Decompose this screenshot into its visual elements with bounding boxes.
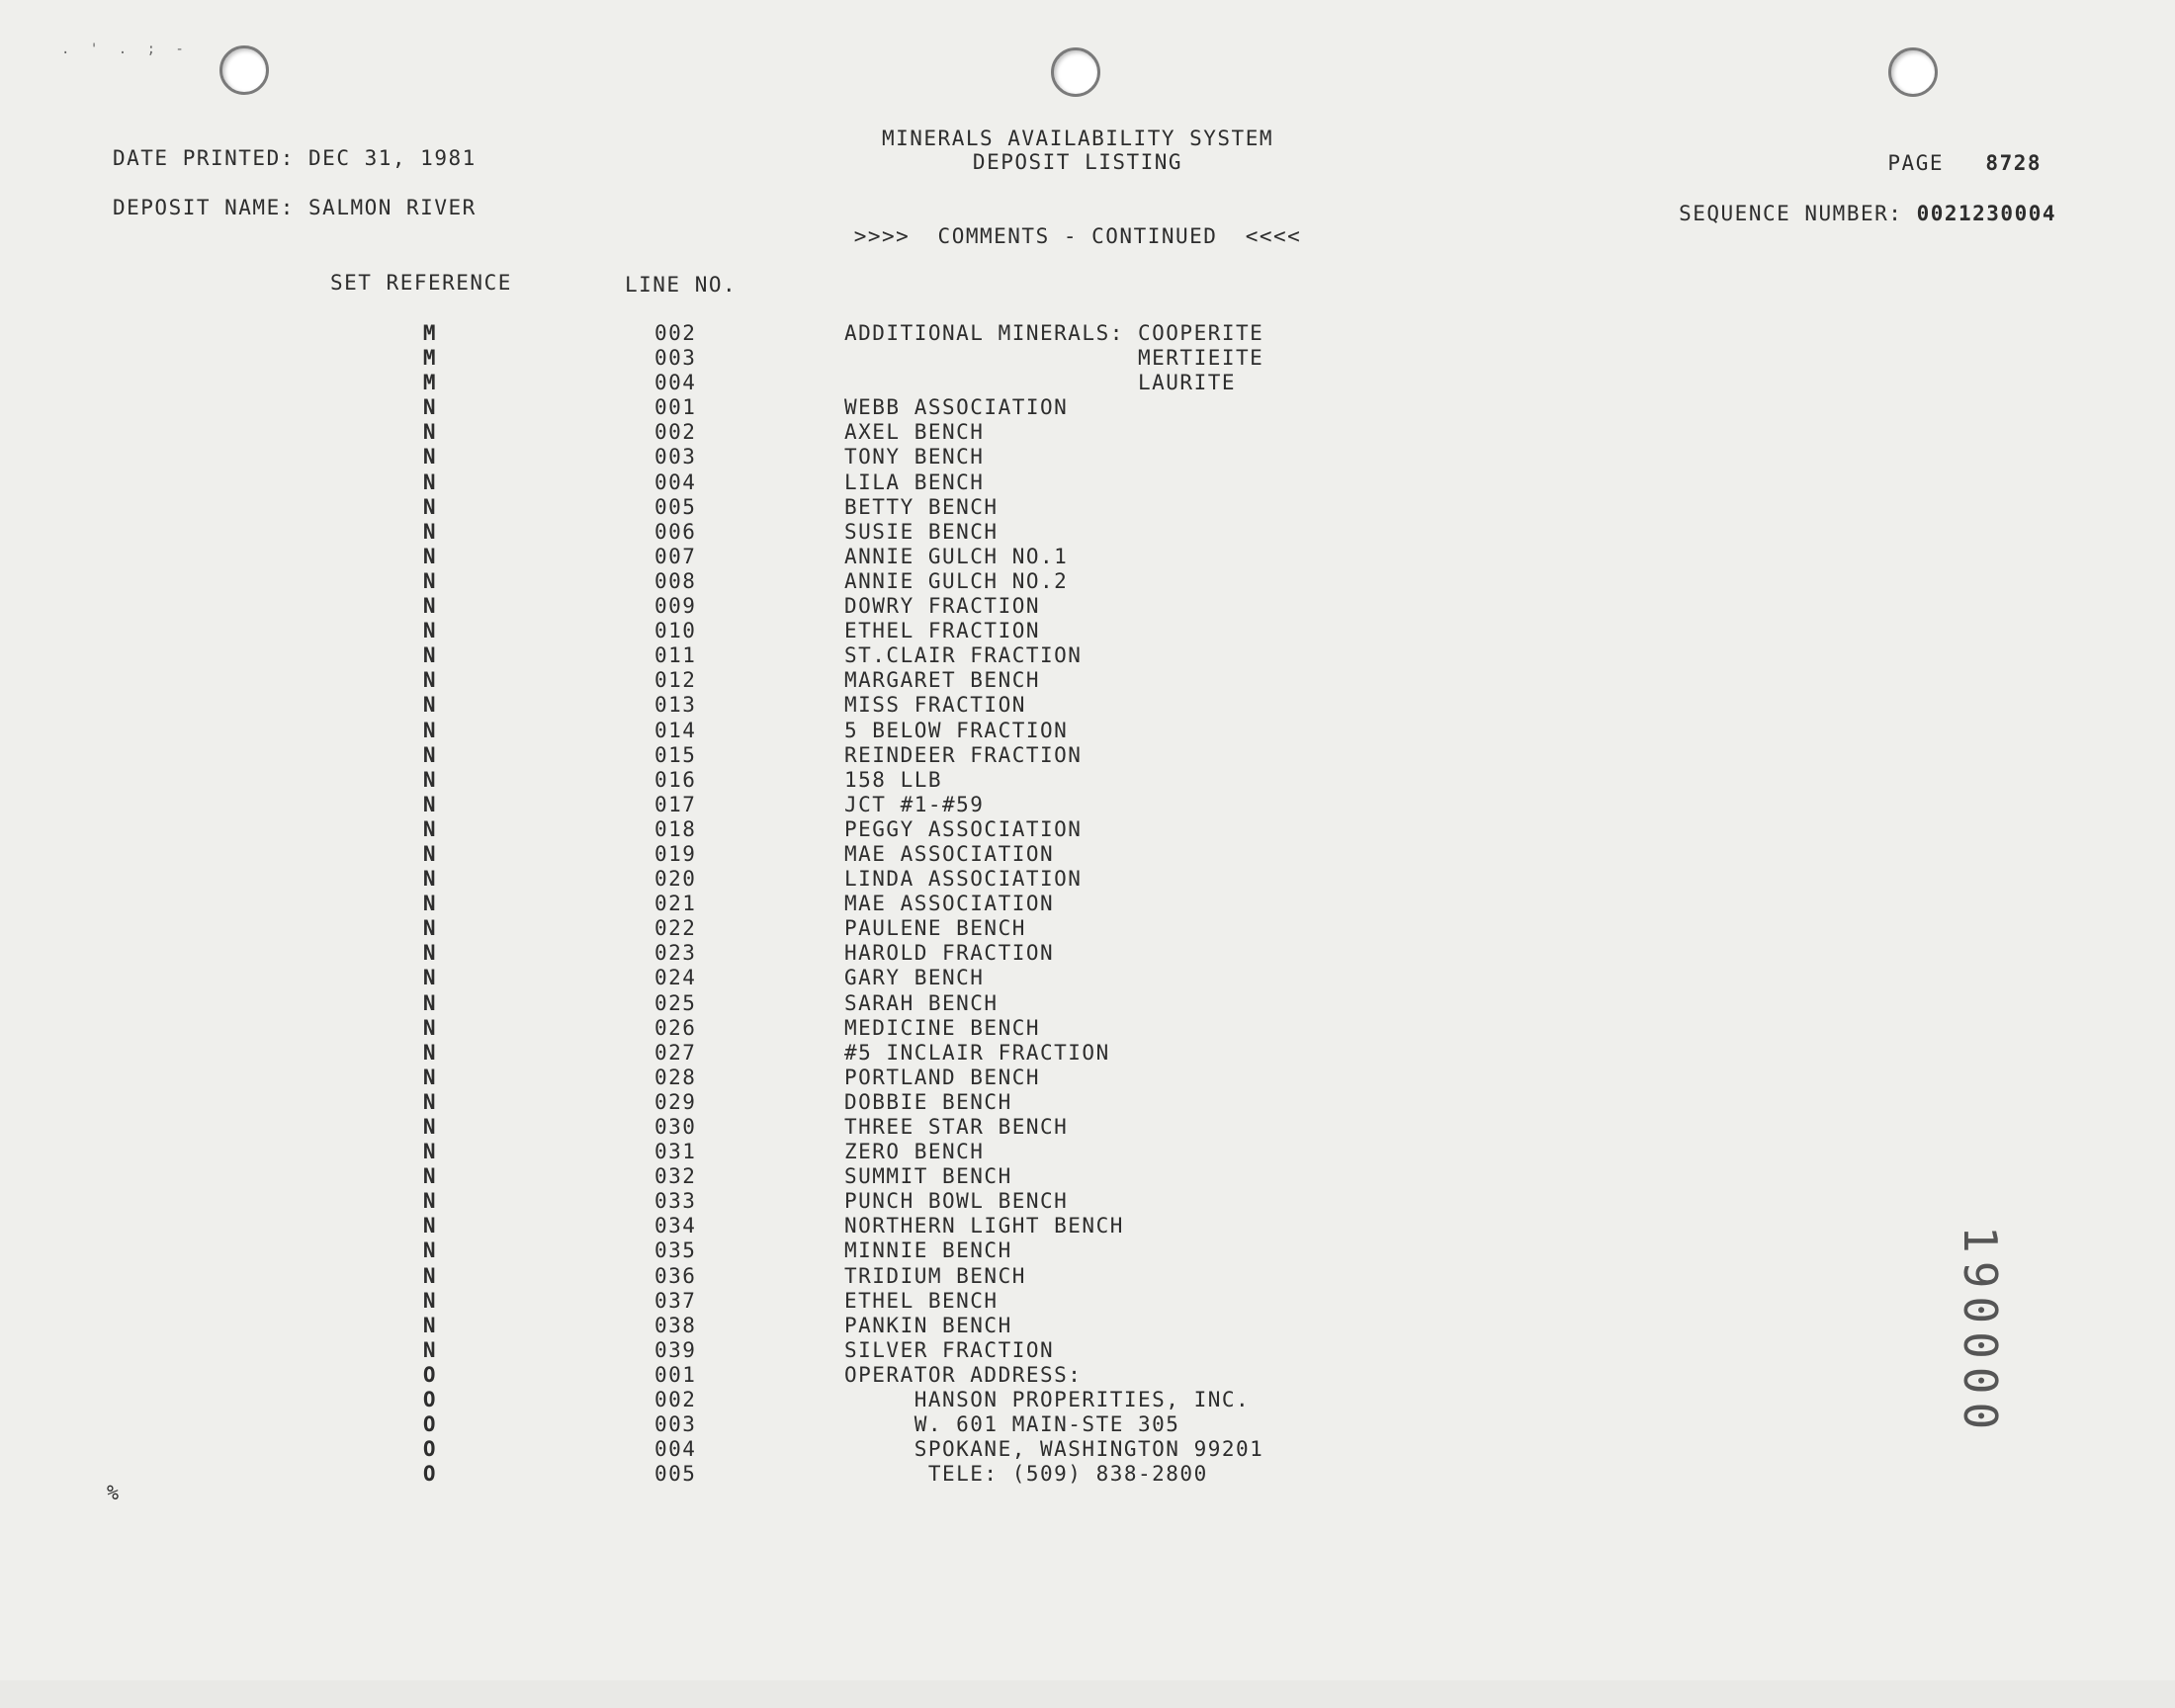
line-no-cell: 025 [654, 990, 697, 1015]
page-label: PAGE [1887, 151, 1944, 175]
line-no-cell: 019 [654, 841, 697, 866]
table-row [0, 991, 2175, 1016]
set-reference-cell: M [422, 321, 438, 345]
line-no-cell: 011 [654, 643, 697, 668]
table-row [0, 619, 2175, 643]
table-row [0, 1388, 2175, 1412]
line-no-cell: 034 [654, 1214, 697, 1238]
comment-text-cell: MISS FRACTION [844, 693, 1026, 718]
comment-text-cell: ETHEL BENCH [844, 1288, 999, 1313]
line-no-cell: 002 [654, 420, 697, 445]
table-row [0, 916, 2175, 941]
table-row [0, 1363, 2175, 1388]
comment-text-cell: MARGARET BENCH [844, 668, 1041, 693]
margin-stamp: 190000 [1954, 1226, 2007, 1438]
table-row [0, 420, 2175, 445]
set-reference-cell: N [422, 594, 438, 619]
table-row [0, 693, 2175, 718]
set-reference-cell: N [422, 1238, 438, 1263]
comment-text-cell: ANNIE GULCH NO.2 [844, 568, 1069, 593]
set-reference-cell: N [422, 1189, 438, 1214]
line-no-cell: 039 [654, 1337, 697, 1362]
comment-text-cell: PAULENE BENCH [844, 916, 1026, 941]
table-row [0, 445, 2175, 470]
line-no-cell: 026 [654, 1015, 697, 1040]
set-reference-cell: N [422, 816, 438, 841]
comment-text-cell: LINDA ASSOCIATION [844, 867, 1083, 892]
set-reference-cell: N [422, 1089, 438, 1114]
comment-text-cell: GARY BENCH [844, 966, 985, 990]
line-no-cell: 002 [654, 1388, 697, 1412]
set-reference-cell: O [422, 1362, 438, 1387]
comment-text-cell: BETTY BENCH [844, 494, 999, 519]
line-no-cell: 003 [654, 1412, 697, 1437]
table-row [0, 321, 2175, 346]
table-row [0, 719, 2175, 743]
table-row [0, 966, 2175, 990]
table-row [0, 1041, 2175, 1066]
line-no-cell: 012 [654, 668, 697, 693]
table-row [0, 470, 2175, 495]
table-row [0, 643, 2175, 668]
line-no-cell: 024 [654, 966, 697, 990]
line-no-cell: 021 [654, 892, 697, 916]
table-row [0, 1214, 2175, 1238]
line-no-cell: 031 [654, 1140, 697, 1164]
table-row [0, 1238, 2175, 1263]
comment-text-cell: TRIDIUM BENCH [844, 1263, 1026, 1288]
table-row [0, 1437, 2175, 1462]
set-reference-cell: N [422, 990, 438, 1015]
set-reference-cell: N [422, 892, 438, 916]
comment-text-cell: OPERATOR ADDRESS: [844, 1362, 1083, 1387]
set-reference-cell: N [422, 693, 438, 718]
line-no-cell: 028 [654, 1065, 697, 1089]
sequence-value: 0021230004 [1916, 202, 2056, 225]
table-row [0, 1115, 2175, 1140]
line-no-cell: 013 [654, 693, 697, 718]
line-no-cell: 017 [654, 792, 697, 816]
comment-text-cell: AXEL BENCH [844, 420, 985, 445]
set-reference-cell: N [422, 1015, 438, 1040]
table-row [0, 842, 2175, 867]
comment-text-cell: TONY BENCH [844, 445, 985, 470]
date-printed [113, 146, 477, 170]
set-reference-cell: N [422, 1140, 438, 1164]
line-no-cell: 007 [654, 544, 697, 568]
punch-hole-right [1888, 47, 1938, 97]
set-reference-cell: N [422, 966, 438, 990]
page-value: 8728 [1985, 151, 2042, 175]
table-row [0, 668, 2175, 693]
line-no-cell: 027 [654, 1040, 697, 1065]
scan-specks: . ' . ; - [61, 42, 190, 57]
table-row [0, 1090, 2175, 1115]
comment-text-cell: 5 BELOW FRACTION [844, 718, 1069, 742]
table-row [0, 1264, 2175, 1289]
comment-text-cell: DOBBIE BENCH [844, 1089, 1012, 1114]
line-no-cell: 001 [654, 395, 697, 420]
table-row [0, 520, 2175, 545]
line-no-cell: 006 [654, 519, 697, 544]
set-reference-cell: N [422, 668, 438, 693]
line-no-cell: 004 [654, 371, 697, 395]
table-row [0, 1164, 2175, 1189]
comment-text-cell: MAE ASSOCIATION [844, 892, 1055, 916]
comments-listing [0, 321, 2175, 1487]
set-reference-cell: N [422, 1214, 438, 1238]
comment-text-cell: REINDEER FRACTION [844, 742, 1083, 767]
set-reference-cell: O [422, 1437, 438, 1462]
comment-text-cell: LILA BENCH [844, 470, 985, 494]
comment-text-cell: THREE STAR BENCH [844, 1115, 1069, 1139]
deposit-name-value: SALMON RIVER [308, 196, 477, 219]
set-reference-cell: N [422, 395, 438, 420]
line-no-cell: 037 [654, 1288, 697, 1313]
set-reference-cell: N [422, 1288, 438, 1313]
set-reference-cell: O [422, 1412, 438, 1437]
comment-text-cell: HAROLD FRACTION [844, 941, 1055, 966]
line-no-cell: 033 [654, 1189, 697, 1214]
line-no-cell: 032 [654, 1164, 697, 1189]
comment-text-cell: ADDITIONAL MINERALS: COOPERITE [844, 321, 1264, 345]
comment-text-cell: SUMMIT BENCH [844, 1164, 1012, 1189]
set-reference-cell: N [422, 1040, 438, 1065]
set-reference-cell: N [422, 519, 438, 544]
line-no-cell: 003 [654, 346, 697, 371]
set-reference-cell: N [422, 544, 438, 568]
table-row [0, 371, 2175, 395]
table-row [0, 793, 2175, 817]
line-no-cell: 010 [654, 619, 697, 643]
deposit-name-label: DEPOSIT NAME: [113, 196, 295, 219]
table-row [0, 1462, 2175, 1487]
comment-text-cell: ZERO BENCH [844, 1140, 985, 1164]
set-reference-cell: N [422, 445, 438, 470]
table-row [0, 395, 2175, 420]
set-reference-cell: N [422, 792, 438, 816]
set-reference-cell: N [422, 742, 438, 767]
comment-text-cell: ANNIE GULCH NO.1 [844, 544, 1069, 568]
set-reference-cell: N [422, 867, 438, 892]
line-no-cell: 001 [654, 1362, 697, 1387]
table-row [0, 1289, 2175, 1314]
table-row [0, 1412, 2175, 1437]
line-no-cell: 020 [654, 867, 697, 892]
set-reference-cell: N [422, 470, 438, 494]
line-no-cell: 029 [654, 1089, 697, 1114]
comment-text-cell: HANSON PROPERITIES, INC. [844, 1388, 1251, 1412]
line-no-cell: 036 [654, 1263, 697, 1288]
line-no-cell: 022 [654, 916, 697, 941]
date-printed-label: DATE PRINTED: [113, 146, 295, 170]
punch-hole-center [1051, 47, 1100, 97]
comment-text-cell: W. 601 MAIN-STE 305 [844, 1412, 1180, 1437]
comment-text-cell: NORTHERN LIGHT BENCH [844, 1214, 1124, 1238]
set-reference-cell: N [422, 1164, 438, 1189]
line-no-cell: 005 [654, 494, 697, 519]
set-reference-cell: O [422, 1388, 438, 1412]
table-row [0, 892, 2175, 916]
set-reference-cell: M [422, 371, 438, 395]
table-row [0, 867, 2175, 892]
set-reference-cell: N [422, 1263, 438, 1288]
column-header-set-reference: SET REFERENCE [330, 271, 512, 295]
deposit-name [113, 196, 477, 219]
table-row [0, 817, 2175, 842]
comment-text-cell: ETHEL FRACTION [844, 619, 1041, 643]
page-number [1681, 151, 2042, 175]
table-row [0, 1140, 2175, 1164]
comment-text-cell: WEBB ASSOCIATION [844, 395, 1069, 420]
line-no-cell: 030 [654, 1115, 697, 1139]
comment-text-cell: PEGGY ASSOCIATION [844, 816, 1083, 841]
table-row [0, 1314, 2175, 1338]
comment-text-cell: MINNIE BENCH [844, 1238, 1012, 1263]
set-reference-cell: N [422, 1313, 438, 1337]
table-row [0, 594, 2175, 619]
comment-text-cell: MEDICINE BENCH [844, 1015, 1041, 1040]
comment-text-cell: 158 LLB [844, 767, 943, 792]
comment-text-cell: PANKIN BENCH [844, 1313, 1012, 1337]
comment-text-cell: JCT #1-#59 [844, 792, 985, 816]
table-row [0, 545, 2175, 569]
section-title: >>>> COMMENTS - CONTINUED <<<< [853, 224, 1302, 248]
set-reference-cell: N [422, 420, 438, 445]
set-reference-cell: N [422, 1115, 438, 1139]
table-row [0, 1189, 2175, 1214]
set-reference-cell: M [422, 346, 438, 371]
line-no-cell: 004 [654, 1437, 697, 1462]
listing-title: DEPOSIT LISTING [972, 150, 1183, 174]
line-no-cell: 008 [654, 568, 697, 593]
set-reference-cell: N [422, 494, 438, 519]
punch-hole-left [219, 45, 269, 95]
comment-text-cell: #5 INCLAIR FRACTION [844, 1040, 1110, 1065]
line-no-cell: 014 [654, 718, 697, 742]
table-row [0, 743, 2175, 768]
sequence-number [1542, 202, 2056, 225]
line-no-cell: 038 [654, 1313, 697, 1337]
comment-text-cell: DOWRY FRACTION [844, 594, 1041, 619]
sequence-label: SEQUENCE NUMBER: [1679, 202, 1903, 225]
set-reference-cell: N [422, 916, 438, 941]
footer-mark: % [107, 1481, 121, 1504]
table-row [0, 941, 2175, 966]
set-reference-cell: N [422, 619, 438, 643]
line-no-cell: 004 [654, 470, 697, 494]
set-reference-cell: N [422, 841, 438, 866]
line-no-cell: 002 [654, 321, 697, 345]
comment-text-cell: SILVER FRACTION [844, 1337, 1055, 1362]
line-no-cell: 023 [654, 941, 697, 966]
column-header-line-no: LINE NO. [625, 273, 738, 297]
line-no-cell: 015 [654, 742, 697, 767]
comment-text-cell: SUSIE BENCH [844, 519, 999, 544]
set-reference-cell: N [422, 767, 438, 792]
comment-text-cell: MAE ASSOCIATION [844, 841, 1055, 866]
line-no-cell: 035 [654, 1238, 697, 1263]
table-row [0, 768, 2175, 793]
table-row [0, 1016, 2175, 1041]
system-title: MINERALS AVAILABILITY SYSTEM [881, 127, 1273, 150]
date-printed-value: DEC 31, 1981 [308, 146, 477, 170]
comment-text-cell: TELE: (509) 838-2800 [844, 1462, 1208, 1487]
set-reference-cell: N [422, 1337, 438, 1362]
table-row [0, 1066, 2175, 1090]
table-row [0, 495, 2175, 520]
set-reference-cell: N [422, 718, 438, 742]
set-reference-cell: N [422, 568, 438, 593]
table-row [0, 569, 2175, 594]
comment-text-cell: PORTLAND BENCH [844, 1065, 1041, 1089]
comment-text-cell: MERTIEITE [844, 346, 1264, 371]
comment-text-cell: LAURITE [844, 371, 1237, 395]
line-no-cell: 005 [654, 1462, 697, 1487]
line-no-cell: 016 [654, 767, 697, 792]
set-reference-cell: N [422, 643, 438, 668]
table-row [0, 1338, 2175, 1363]
set-reference-cell: O [422, 1462, 438, 1487]
comment-text-cell: PUNCH BOWL BENCH [844, 1189, 1069, 1214]
comment-text-cell: SPOKANE, WASHINGTON 99201 [844, 1437, 1264, 1462]
comment-text-cell: ST.CLAIR FRACTION [844, 643, 1083, 668]
table-row [0, 346, 2175, 371]
set-reference-cell: N [422, 941, 438, 966]
line-no-cell: 003 [654, 445, 697, 470]
comment-text-cell: SARAH BENCH [844, 990, 999, 1015]
line-no-cell: 018 [654, 816, 697, 841]
set-reference-cell: N [422, 1065, 438, 1089]
line-no-cell: 009 [654, 594, 697, 619]
